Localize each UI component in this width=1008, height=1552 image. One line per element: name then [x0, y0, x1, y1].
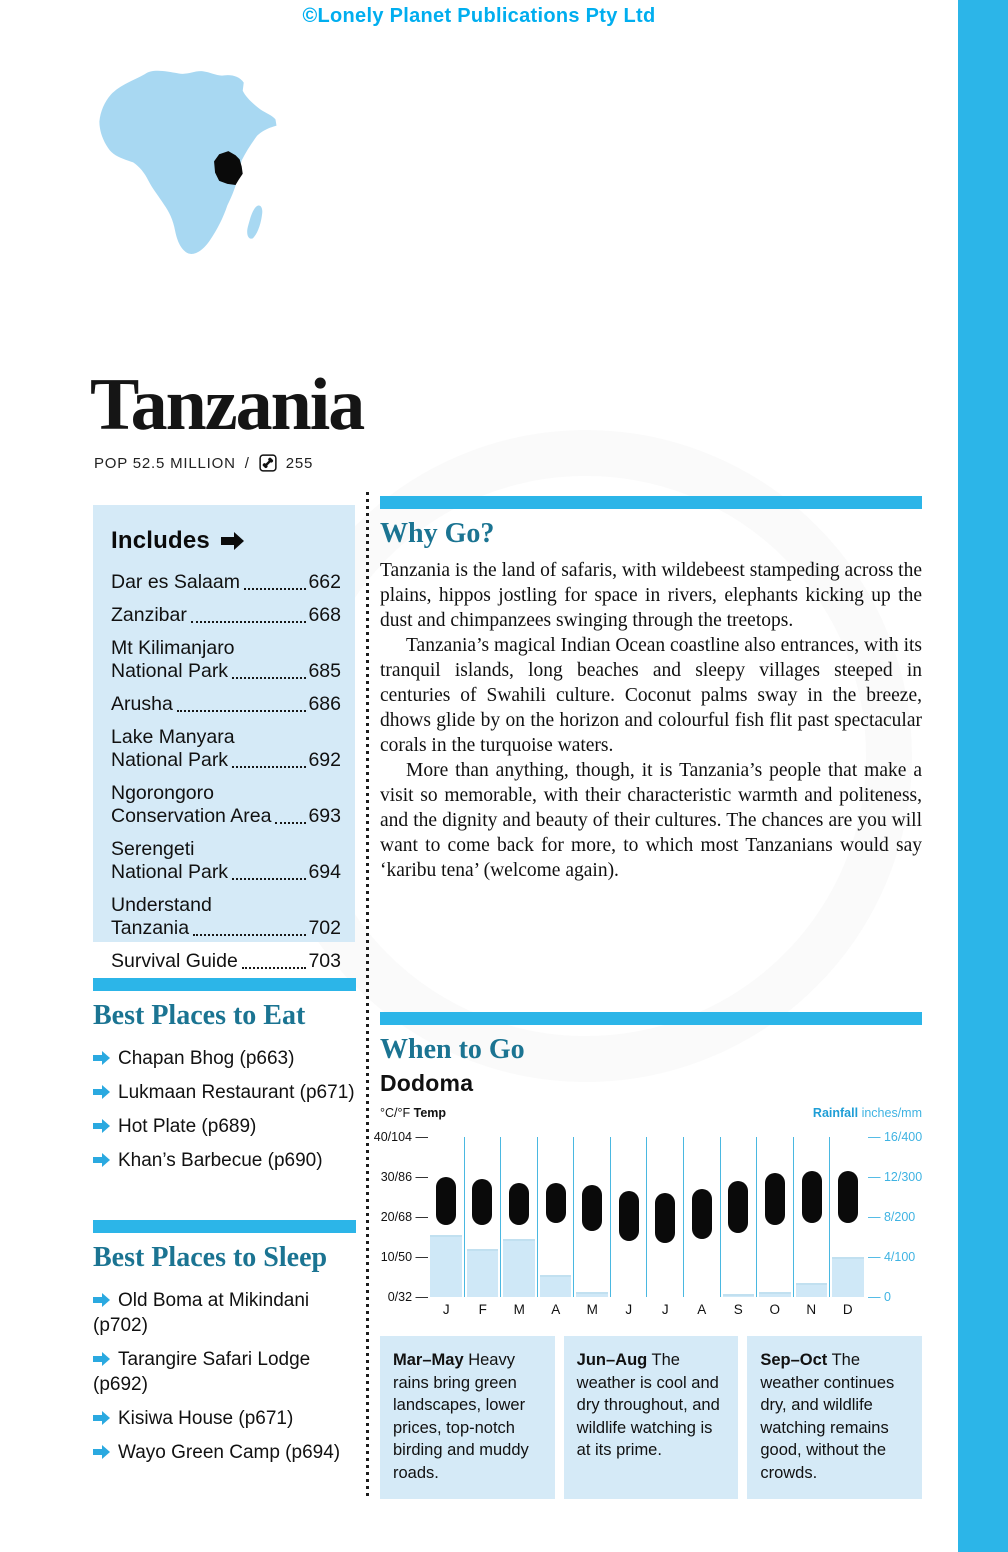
month-label: J [625, 1302, 633, 1317]
temp-pill [582, 1185, 602, 1231]
includes-item [111, 726, 341, 772]
includes-item-line [111, 749, 341, 772]
temp-pill [655, 1193, 675, 1243]
includes-heading-label: Includes [111, 527, 210, 554]
phone-code: 255 [285, 454, 314, 472]
list-item-label: Kisiwa House (p671) [118, 1408, 294, 1429]
includes-item-line [111, 950, 341, 973]
section-accent-bar [380, 1012, 922, 1025]
rain-bar [540, 1275, 572, 1297]
rainfall-tick-label: — 8/200 [868, 1210, 916, 1224]
temp-pill [619, 1191, 639, 1241]
month-column [501, 1137, 538, 1297]
temp-pill [509, 1183, 529, 1225]
month-label: D [842, 1302, 853, 1317]
why-go-body [380, 558, 922, 883]
includes-item-label: Dar es Salaam [111, 571, 240, 593]
temp-tick-label: 0/32 — [387, 1290, 428, 1304]
right-arrow-icon [93, 1411, 110, 1425]
section-accent-bar [93, 978, 356, 991]
includes-item-line [111, 917, 341, 940]
list-item-label: Tarangire Safari Lodge (p692) [93, 1349, 311, 1395]
month-label: J [442, 1302, 450, 1317]
temp-tick-label: 10/50 — [380, 1250, 428, 1264]
list-item-eat-item [93, 1080, 356, 1105]
includes-item-label: Survival Guide [111, 950, 238, 972]
dot-leader [232, 677, 306, 679]
includes-item-page: 693 [308, 805, 341, 827]
when-to-go-heading: When to Go [380, 1034, 525, 1065]
includes-item-line: Ngorongoro [111, 782, 214, 804]
includes-item-label: Conservation Area [111, 805, 272, 827]
copyright-line: ©Lonely Planet Publications Pty Ltd [302, 5, 656, 27]
month-column [647, 1137, 684, 1297]
includes-item-page: 668 [308, 604, 341, 626]
column-divider [366, 492, 369, 1500]
includes-item [111, 637, 341, 683]
right-arrow-icon [93, 1293, 110, 1307]
season-text: The weather continues dry, and wildlife watching remains good, without the crowds. [760, 1351, 895, 1482]
includes-item-page: 702 [308, 917, 341, 939]
dot-leader [275, 822, 306, 824]
rain-bar [723, 1294, 755, 1297]
why-go-heading: Why Go? [380, 518, 495, 549]
includes-heading [111, 527, 341, 555]
month-label: A [551, 1302, 561, 1317]
best-places-to-eat-list [93, 1046, 356, 1173]
season-box [564, 1336, 739, 1499]
includes-item-line: Understand [111, 894, 212, 916]
month-label: M [513, 1302, 525, 1317]
includes-item-page: 686 [308, 693, 341, 715]
section-accent-bar [93, 1220, 356, 1233]
page-edge-band [958, 0, 1008, 1552]
africa-map [88, 58, 293, 273]
includes-item [111, 693, 341, 716]
right-arrow-icon [93, 1445, 110, 1459]
best-places-to-eat-section [93, 978, 356, 1182]
list-item-sleep-item [93, 1347, 356, 1397]
right-arrow-icon [93, 1119, 110, 1133]
includes-item-label: National Park [111, 861, 229, 883]
right-arrow-icon [93, 1085, 110, 1099]
season-box [747, 1336, 922, 1499]
month-column [538, 1137, 575, 1297]
month-label: F [478, 1302, 487, 1317]
month-label: O [769, 1302, 780, 1317]
list-item-label: Wayo Green Camp (p694) [118, 1442, 341, 1463]
list-item-eat-item [93, 1046, 356, 1071]
season-text: The weather is cool and dry throughout, and wildlife watching is at its prime. [576, 1351, 720, 1459]
dot-leader [191, 621, 307, 623]
includes-item [111, 950, 341, 973]
includes-box [93, 505, 355, 972]
list-item-eat-item [93, 1114, 356, 1139]
why-go-paragraph: Tanzania’s magical Indian Ocean coastline also entrances, with its tranquil islands, long beaches and sleepy villages steeped in centuries of Swahili culture. Coconut palms sway in the breeze, dhows glide by on the horizon and colourful fish flit past spectacular corals in the turquoise waters. [380, 635, 922, 756]
season-range: Mar–May [393, 1351, 464, 1369]
includes-item [111, 604, 341, 627]
temp-pill [802, 1171, 822, 1223]
month-column [574, 1137, 611, 1297]
month-label: M [586, 1302, 598, 1317]
right-arrow-icon [93, 1051, 110, 1065]
month-column [465, 1137, 502, 1297]
dot-leader [232, 766, 306, 768]
rainfall-axis-ticks [866, 1130, 923, 1304]
includes-item-label: Zanzibar [111, 604, 187, 626]
rain-bar [832, 1257, 864, 1297]
why-go-section [380, 496, 922, 883]
temp-pill [728, 1181, 748, 1233]
section-accent-bar [380, 496, 922, 509]
month-column [611, 1137, 648, 1297]
temp-tick-label: 40/104 — [373, 1130, 428, 1144]
rainfall-tick-label: — 0 [868, 1290, 891, 1304]
season-range: Jun–Aug [576, 1351, 648, 1369]
temp-pill [472, 1179, 492, 1225]
rain-bar [467, 1249, 499, 1297]
includes-item [111, 894, 341, 940]
rain-bar [796, 1283, 828, 1297]
includes-item-label: National Park [111, 749, 229, 771]
includes-item [111, 571, 341, 594]
best-places-to-sleep-section [93, 1220, 356, 1474]
includes-list [111, 571, 341, 973]
includes-item-label: Tanzania [111, 917, 190, 939]
season-range: Sep–Oct [760, 1351, 828, 1369]
includes-item-page: 662 [308, 571, 341, 593]
includes-item-line [111, 861, 341, 884]
right-arrow-icon [93, 1153, 110, 1167]
climate-plot [428, 1137, 866, 1297]
month-column [830, 1137, 866, 1297]
rainfall-tick-label: — 12/300 [868, 1170, 923, 1184]
includes-item-line: Mt Kilimanjaro [111, 637, 235, 659]
best-places-to-sleep-heading: Best Places to Sleep [93, 1242, 328, 1273]
includes-item-page: 694 [308, 861, 341, 883]
month-column [757, 1137, 794, 1297]
right-arrow-icon [93, 1352, 110, 1366]
rain-bar [430, 1235, 462, 1297]
temp-tick-label: 30/86 — [380, 1170, 428, 1184]
why-go-paragraph: Tanzania is the land of safaris, with wildebeest stampeding across the plains, hippos jostling for space in rivers, elephants kicking up the dust and chimpanzees swinging through the treetops. [380, 560, 922, 631]
temp-axis-title: °C/°F Temp [380, 1106, 447, 1120]
month-label: N [806, 1302, 817, 1317]
month-label: J [661, 1302, 669, 1317]
temp-pill [692, 1189, 712, 1239]
includes-item-line: Lake Manyara [111, 726, 235, 748]
rain-bar [576, 1292, 608, 1297]
page-title: Tanzania [90, 364, 364, 446]
includes-item [111, 782, 341, 828]
temp-pill [765, 1173, 785, 1225]
why-go-paragraph: More than anything, though, it is Tanzania’s people that make a visit so memorable, with their characteristic warmth and politeness, and the dignity and beauty of their cultures. The chances are you will want to come back for more, to which most Tanzanians would say ‘karibu tena’ (welcome again). [380, 760, 922, 881]
includes-item-label: Arusha [111, 693, 173, 715]
season-box [380, 1336, 555, 1499]
dot-leader [193, 934, 306, 936]
rainfall-tick-label: — 16/400 [868, 1130, 923, 1144]
dot-leader [177, 710, 307, 712]
climate-chart [373, 1130, 923, 1304]
season-text: Heavy rains bring green landscapes, lower prices, top-notch birding and muddy roads. [393, 1351, 529, 1482]
right-arrow-icon [221, 532, 245, 550]
list-item-label: Chapan Bhog (p663) [118, 1048, 295, 1069]
list-item-sleep-item [93, 1440, 356, 1465]
climate-chart-axis-titles [380, 1106, 922, 1120]
temp-axis-ticks [373, 1130, 428, 1304]
list-item-sleep-item [93, 1406, 356, 1431]
rain-bar [503, 1239, 535, 1297]
includes-item [111, 838, 341, 884]
temp-pill [436, 1177, 456, 1225]
dot-leader [232, 878, 306, 880]
phone-icon [259, 454, 277, 472]
rainfall-tick-label: — 4/100 [868, 1250, 916, 1264]
includes-item-page: 703 [308, 950, 341, 972]
best-places-to-sleep-list [93, 1288, 356, 1465]
separator-slash: / [244, 454, 250, 472]
list-item-label: Hot Plate (p689) [118, 1116, 257, 1137]
includes-item-line: Serengeti [111, 838, 195, 860]
includes-item-page: 692 [308, 749, 341, 771]
list-item-label: Old Boma at Mikindani (p702) [93, 1290, 310, 1336]
month-label: S [733, 1302, 743, 1317]
list-item-sleep-item [93, 1288, 356, 1338]
list-item-label: Khan’s Barbecue (p690) [118, 1150, 323, 1171]
dot-leader [244, 588, 306, 590]
month-column [721, 1137, 758, 1297]
includes-item-line [111, 571, 341, 594]
includes-item-line [111, 604, 341, 627]
month-axis [428, 1302, 866, 1317]
includes-item-line [111, 660, 341, 683]
rainfall-axis-title: Rainfall inches/mm [812, 1106, 922, 1120]
includes-item-line [111, 693, 341, 716]
madagascar-silhouette [247, 206, 262, 239]
temp-pill [546, 1183, 566, 1223]
month-column [428, 1137, 465, 1297]
month-column [794, 1137, 831, 1297]
climate-chart-city: Dodoma [380, 1070, 474, 1096]
month-label: A [697, 1302, 707, 1317]
rain-bar [759, 1292, 791, 1297]
list-item-eat-item [93, 1148, 356, 1173]
month-column [684, 1137, 721, 1297]
best-places-to-eat-heading: Best Places to Eat [93, 1000, 306, 1031]
season-notes [380, 1336, 922, 1499]
when-to-go-section [373, 1012, 923, 1499]
temp-pill [838, 1171, 858, 1223]
list-item-label: Lukmaan Restaurant (p671) [118, 1082, 355, 1103]
dot-leader [242, 967, 307, 969]
includes-item-page: 685 [308, 660, 341, 682]
population-line [94, 454, 363, 472]
includes-item-label: National Park [111, 660, 229, 682]
temp-tick-label: 20/68 — [380, 1210, 428, 1224]
includes-item-line [111, 805, 341, 828]
population-label: POP 52.5 MILLION [94, 454, 236, 472]
